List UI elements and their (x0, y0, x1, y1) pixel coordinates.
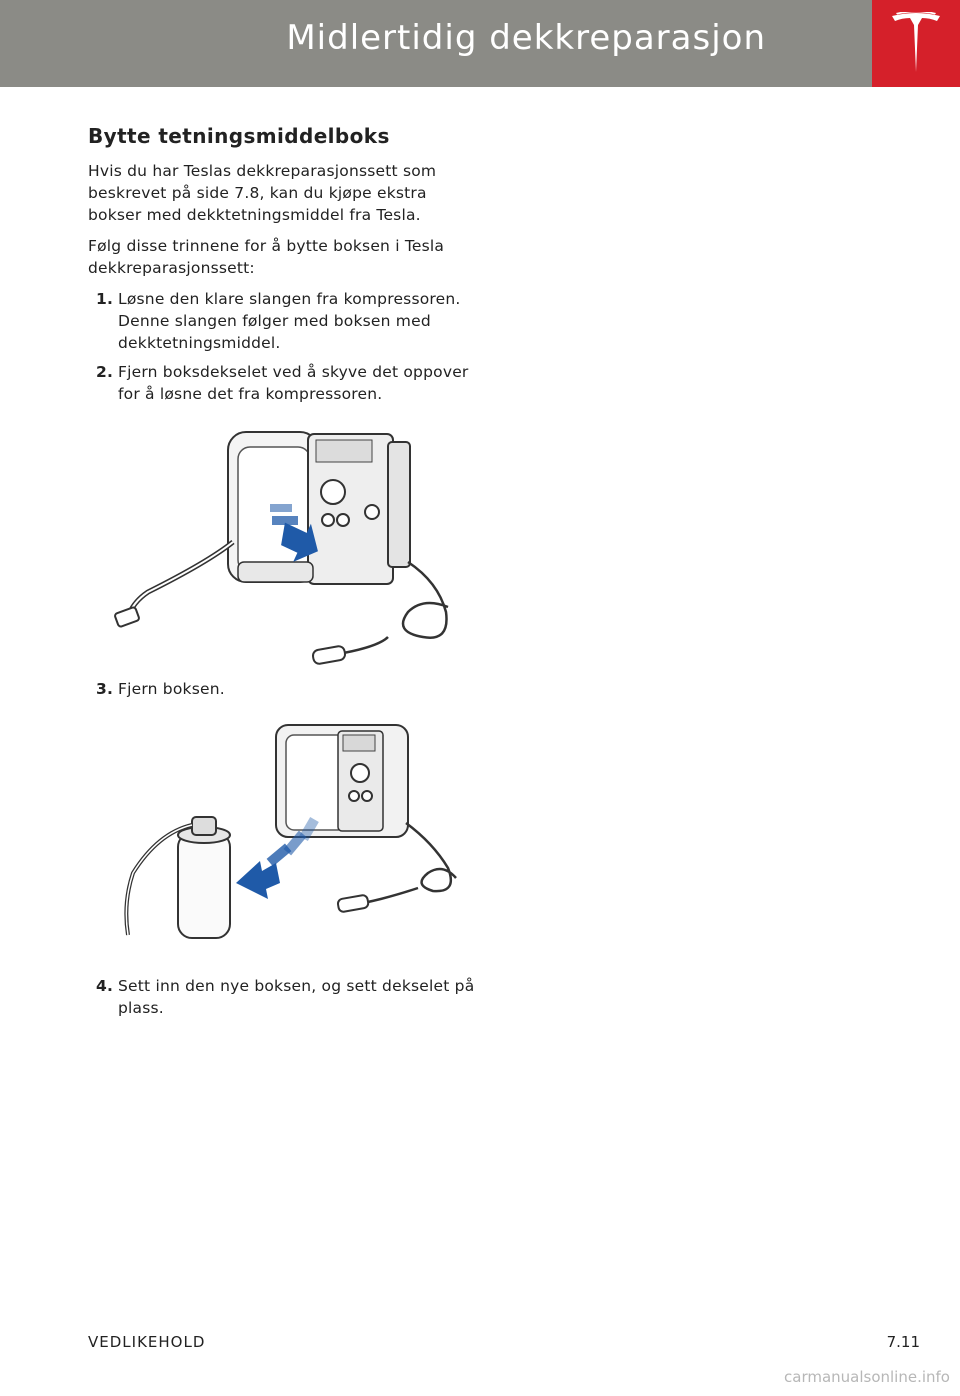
section-title: Bytte tetningsmiddelboks (88, 124, 390, 148)
step-2 (88, 361, 483, 405)
header-bar (0, 0, 872, 87)
canister-removal-illustration (88, 713, 483, 965)
compressor-cover-illustration (88, 412, 483, 670)
step-text: Løsne den klare slangen fra kompressoren. Denne slangen følger med boksen med dekktetningsmiddel. (118, 290, 461, 352)
step-number: 4. (96, 977, 114, 995)
intro-paragraph: Hvis du har Teslas dekkreparasjonssett som beskrevet på side 7.8, kan du kjøpe ekstra bokser med dekktetningsmiddel fra Tesla. (88, 162, 437, 224)
step-1 (88, 288, 483, 354)
page-title: Midlertidig dekkreparasjon (286, 18, 766, 58)
tesla-logo-icon (890, 12, 942, 74)
footer-page-number: 7.11 (886, 1333, 920, 1351)
step-3-container (88, 678, 483, 707)
instructions-paragraph: Følg disse trinnene for å bytte boksen i Tesla dekkreparasjonssett: (88, 237, 445, 277)
step-number: 1. (96, 290, 114, 308)
step-4-container (88, 975, 483, 1026)
step-text: Fjern boksdekselet ved å skyve det oppover for å løsne det fra kompressoren. (118, 363, 469, 403)
step-3 (88, 678, 483, 700)
step-number: 3. (96, 680, 114, 698)
footer-section-label: VEDLIKEHOLD (88, 1333, 206, 1351)
step-number: 2. (96, 363, 114, 381)
main-content (88, 124, 483, 412)
watermark: carmanualsonline.info (784, 1368, 950, 1386)
tesla-logo (872, 0, 960, 87)
step-text: Fjern boksen. (118, 680, 225, 698)
step-text: Sett inn den nye boksen, og sett dekselet på plass. (118, 977, 475, 1017)
step-4 (88, 975, 483, 1019)
